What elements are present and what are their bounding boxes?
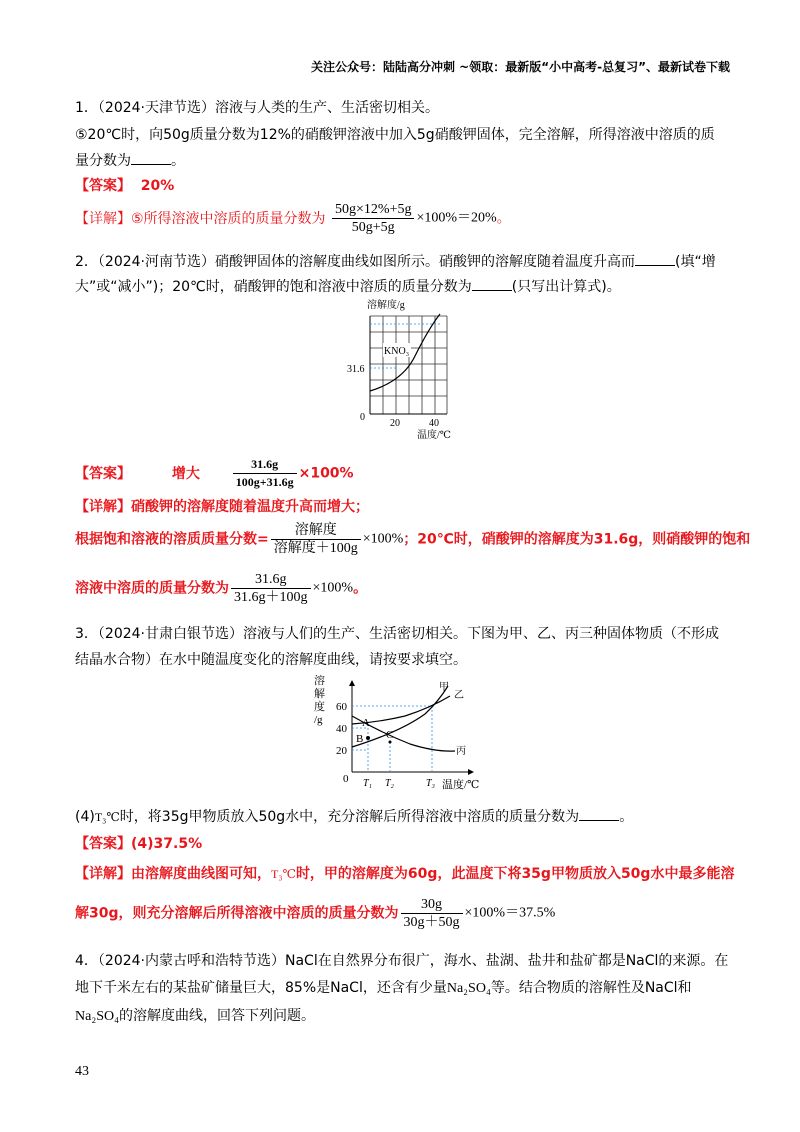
q2-detail1: 【详解】硝酸钾的溶解度随着温度升高而增大； bbox=[75, 499, 369, 515]
three-substance-solubility-chart bbox=[310, 672, 490, 797]
q1-stem: 1．（2024·天津节选）溶液与人类的生产、生活密切相关。 bbox=[75, 100, 439, 116]
page-header: 关注公众号：陆陆高分冲刺 ~领取：最新版“小中高考-总复习”、最新试卷下载 bbox=[311, 60, 730, 74]
label-c: C bbox=[386, 729, 394, 741]
chart2-y-arrow bbox=[349, 680, 355, 686]
q2-detail-fraction: $\frac{\text{溶解度}}{\text{溶解度＋100g}}$ bbox=[271, 522, 361, 557]
q1-line3: 量分数为 。 bbox=[75, 150, 185, 171]
chart1-x-tick-40: 40 bbox=[429, 418, 439, 429]
q2-answer: 【答案】 增大 $\frac{31.6g}{100g+31.6g}$ ×100% bbox=[75, 457, 354, 489]
q2-answer-fraction: $\frac{31.6g}{100g+31.6g}$ bbox=[233, 456, 297, 491]
chart1-ylabel: 溶解度/g bbox=[367, 300, 405, 311]
x-tick-t2: T₂ bbox=[385, 778, 395, 789]
q3-sub4: (4)T₃℃时，将35g甲物质放入50g水中，充分溶解后所得溶液中溶质的质量分数为 。 bbox=[75, 806, 633, 827]
q2-blank1[interactable] bbox=[635, 251, 675, 266]
page-number: 43 bbox=[75, 1064, 89, 1079]
y-tick-60: 60 bbox=[336, 701, 347, 713]
q3-line2: 结晶水合物）在水中随温度变化的溶解度曲线，请按要求填空。 bbox=[75, 652, 467, 668]
q4-line2: 地下千米左右的某盐矿储量巨大，85%是NaCl，还含有少量Na₂SO₄等。结合物质的溶解性及NaCl和 bbox=[75, 980, 692, 996]
x-tick-t1: T₁ bbox=[363, 778, 373, 789]
q3-line1: 3．（2024·甘肃白银节选）溶液与人们的生产、生活密切相关。下图为甲、乙、丙三种固体物质（不形成 bbox=[75, 626, 719, 642]
q1-fraction: $\frac{50g\times 12\%+5g}{50g+5g}$ bbox=[332, 201, 414, 236]
q3-detail1: 【详解】由溶解度曲线图可知，T₃℃时，甲的溶解度为60g，此温度下将35g甲物质放入50g水中最多能溶 bbox=[75, 866, 735, 882]
chart2-ylabel-4: /g bbox=[314, 714, 323, 726]
chart1-x-tick-20: 20 bbox=[390, 418, 400, 429]
chart2-x-arrow bbox=[468, 769, 474, 775]
label-yi: 乙 bbox=[454, 690, 464, 701]
chart2-origin: 0 bbox=[343, 773, 349, 785]
q3-answer: 【答案】(4)37.5% bbox=[75, 836, 203, 852]
q1-line2: ⑤20℃时，向50g质量分数为12%的硝酸钾溶液中加入5g硝酸钾固体，完全溶解，所得溶液中溶质的质 bbox=[75, 127, 715, 143]
label-bing: 丙 bbox=[456, 746, 466, 757]
q2-line2: 大”或“减小”)；20℃时，硝酸钾的饱和溶液中溶质的质量分数为 (只写出计算式)。 bbox=[75, 276, 621, 297]
chart1-origin: 0 bbox=[360, 412, 365, 423]
q2-line1: 2．（2024·河南节选）硝酸钾固体的溶解度曲线如图所示。硝酸钾的溶解度随着温度升高而 (填“增 bbox=[75, 251, 716, 272]
q1-answer: 【答案】 20% bbox=[75, 178, 175, 194]
q4-line1: 4．（2024·内蒙古呼和浩特节选）NaCl在自然界分布很广，海水、盐湖、盐井和盐矿都是NaCl的来源。在 bbox=[75, 953, 729, 969]
chart2-ylabel-2: 解 bbox=[314, 688, 325, 700]
label-a: A bbox=[362, 717, 370, 729]
q1-detail: 【详解】⑤所得溶液中溶质的质量分数为 $\frac{50g\times 12\%+5g}{50g+5g}$ ×100%＝20%。 bbox=[75, 202, 511, 235]
q1-blank[interactable] bbox=[131, 150, 171, 165]
x-tick-t3: T₃ bbox=[426, 778, 436, 789]
label-b: B bbox=[356, 733, 364, 745]
q2-detail3: 溶液中溶质的质量分数为 $\frac{31.6g}{31.6g+100g}$ ×100%。 bbox=[75, 572, 368, 605]
chart2-xlabel: 温度/℃ bbox=[442, 779, 480, 791]
y-tick-20: 20 bbox=[336, 745, 347, 757]
y-tick-40: 40 bbox=[336, 723, 347, 735]
chart1-xlabel: 温度/℃ bbox=[417, 430, 451, 441]
kno3-solubility-chart bbox=[345, 296, 465, 441]
chart2-ylabel-3: 度 bbox=[314, 701, 325, 713]
label-jia: 甲 bbox=[439, 682, 449, 693]
q3-detail-fraction: $\frac{30g}{30g+50g}$ bbox=[401, 896, 463, 931]
point-b bbox=[366, 736, 370, 740]
q2-detail2: 根据饱和溶液的溶质质量分数= $\frac{\text{溶解度}}{\text{溶解度＋100g}}$ ×100%；20℃时，硝酸钾的溶解度为31.6g，则硝酸钾的饱和 bbox=[75, 523, 751, 556]
q2-detail3-fraction: $\frac{31.6g}{31.6g+100g}$ bbox=[231, 571, 311, 606]
chart1-y-tick: 31.6 bbox=[347, 364, 365, 375]
q2-blank2[interactable] bbox=[472, 276, 512, 291]
q3-blank[interactable] bbox=[579, 806, 619, 821]
q3-detail2: 解30g，则充分溶解后所得溶液中溶质的质量分数为 $\frac{30g}{30g+50g}$ ×100%＝37.5% bbox=[75, 897, 556, 930]
chart1-grid bbox=[370, 316, 447, 414]
chart2-ylabel-1: 溶 bbox=[314, 675, 325, 687]
kno3-label: KNO₃ bbox=[384, 346, 410, 357]
q4-line3: Na₂SO₄的溶解度曲线，回答下列问题。 bbox=[75, 1008, 315, 1024]
